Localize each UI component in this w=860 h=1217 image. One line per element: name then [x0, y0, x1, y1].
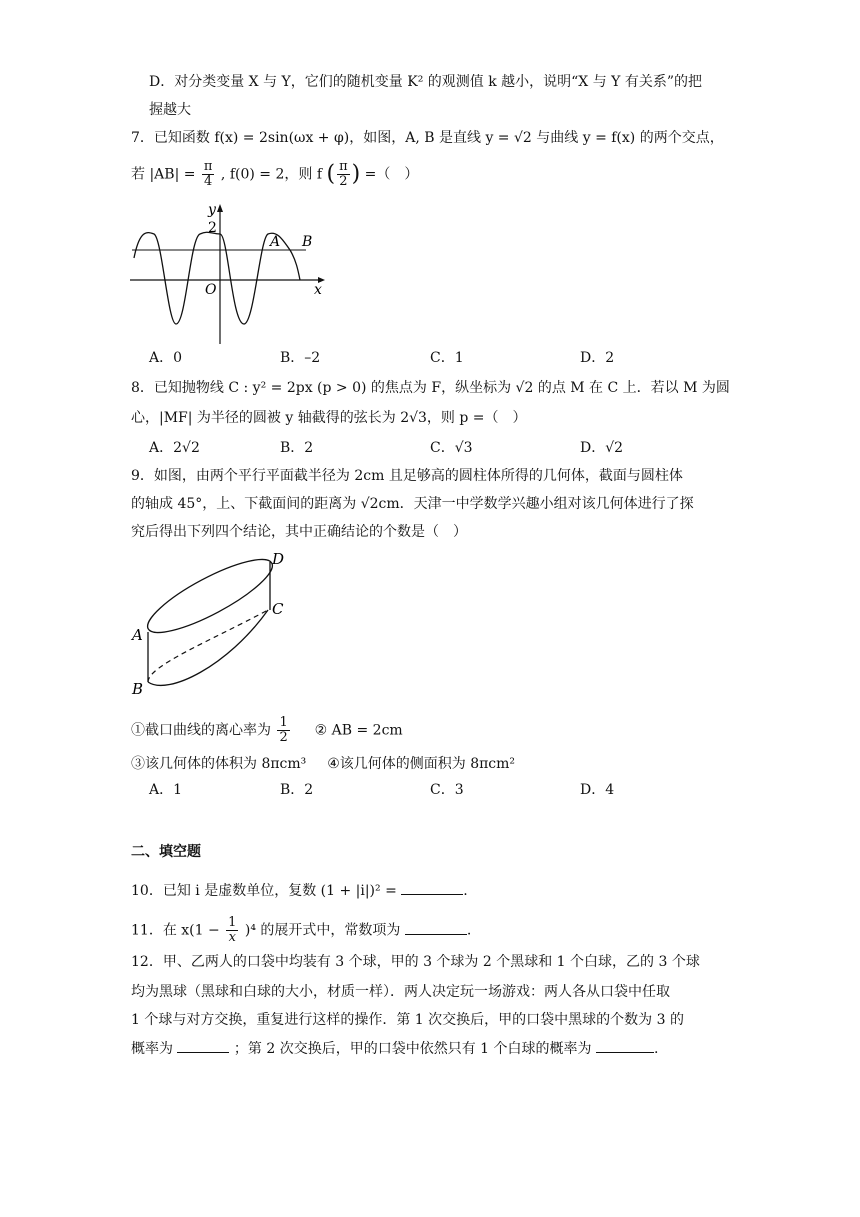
q11-den: x [228, 930, 236, 945]
q6-option-d-line1: D．对分类变量 X 与 Y，它们的随机变量 K² 的观测值 k 越小，说明“X 与 Y 有关系”的把 [149, 74, 703, 90]
q7-option-d[interactable]: D．2 [580, 350, 615, 366]
q7-ab-fraction [202, 160, 215, 189]
q9-conclusion-3: ③该几何体的体积为 8πcm³ [131, 756, 307, 772]
q8-stem-line1: 8．已知抛物线 C : y² = 2px (p > 0) 的焦点为 F，纵坐标为 √2 的点 M 在 C 上．若以 M 为圆 [131, 380, 730, 396]
point-b-label: B [132, 680, 144, 698]
q12-answer-blank-2[interactable] [596, 1038, 654, 1053]
q12-text-b: ；第 2 次交换后，甲的口袋中依然只有 1 个白球的概率为 [233, 1041, 592, 1057]
y-label: y [208, 202, 216, 218]
q7-arg-num: π [339, 159, 348, 174]
q9-conclusions-row2 [131, 754, 515, 774]
q7-option-c[interactable]: C．1 [430, 350, 464, 366]
point-c-label: C [272, 600, 284, 618]
bottom-section-curve [148, 610, 268, 685]
q12-line3: 1 个球与对方交换，重复进行这样的操作．第 1 次交换后，甲的口袋中黑球的个数为 3 的 [131, 1012, 684, 1028]
q9-c1-num: 1 [279, 715, 288, 730]
q7-ab-den: 4 [204, 174, 213, 189]
tick-2-label: 2 [208, 220, 217, 236]
point-a-label: A [270, 234, 281, 250]
q12-text-a: 概率为 [131, 1041, 173, 1057]
q9-cylinder-figure [128, 546, 298, 696]
q6-option-d-line2: 握越大 [149, 102, 191, 118]
q7-arg-den: 2 [339, 174, 348, 189]
q9-conclusion-4: ④该几何体的侧面积为 8πcm² [327, 756, 516, 772]
y-axis-arrow-icon [217, 204, 223, 212]
q7-ask-text: =（ ） [364, 166, 419, 183]
q7-ab-text: 若 |AB| = [131, 166, 196, 183]
q8-option-d[interactable]: D．√2 [580, 440, 624, 456]
q9-option-b[interactable]: B．2 [280, 782, 314, 798]
q9-option-a[interactable]: A．1 [149, 782, 183, 798]
q7-sine-graph [128, 198, 328, 346]
q7-stem-line2: 若 |AB| = $\frac{\pi}{4}$ , f(0) = 2，则 f ( $\frac{\pi}{2}$ ) =（ ） [131, 159, 419, 189]
q11-line [131, 916, 471, 945]
q9-c1-den: 2 [279, 730, 288, 745]
q7-option-b[interactable]: B．–2 [280, 350, 321, 366]
q11-fraction [226, 916, 238, 945]
point-d-label: D [272, 550, 285, 568]
q11-text-a: 11．在 x(1 − [131, 922, 220, 939]
q9-stem-line3: 究后得出下列四个结论，其中正确结论的个数是（ ） [131, 524, 467, 540]
q8-stem-line2: 心，|MF| 为半径的圆被 y 轴截得的弦长为 2√3，则 p =（ ） [131, 410, 527, 426]
point-b-label: B [302, 234, 313, 250]
q12-end: . [653, 1041, 659, 1057]
q8-option-c[interactable]: C．√3 [430, 440, 473, 456]
q12-line4 [131, 1038, 658, 1059]
q8-option-a[interactable]: A．2√2 [149, 440, 200, 456]
q10-line [131, 880, 468, 901]
q12-line1: 12．甲、乙两人的口袋中均装有 3 个球，甲的 3 个球为 2 个黑球和 1 个白球，乙的 3 个球 [131, 954, 700, 970]
q8-option-b[interactable]: B．2 [280, 440, 314, 456]
q10-end: . [463, 883, 468, 899]
q10-answer-blank[interactable] [401, 880, 463, 895]
x-label: x [314, 282, 322, 298]
q10-text: 10．已知 i 是虚数单位，复数 (1 + |i|)² = [131, 883, 397, 899]
q9-option-c[interactable]: C．3 [430, 782, 464, 798]
q7-arg-fraction [337, 160, 350, 189]
section-heading-fill-in: 二、填空题 [131, 844, 201, 860]
q9-stem-line2: 的轴成 45°，上、下截面间的距离为 √2cm．天津一中学数学兴趣小组对该几何体进行了探 [131, 496, 694, 512]
q7-option-a[interactable]: A．0 [149, 350, 183, 366]
q9-stem-line1: 9．如图，由两个平行平面截半径为 2cm 且足够高的圆柱体所得的几何体，截面与圆柱体 [131, 468, 683, 484]
q12-answer-blank-1[interactable] [177, 1038, 229, 1053]
q11-answer-blank[interactable] [405, 920, 467, 935]
q9-conclusion-1: ①截口曲线的离心率为 [131, 722, 271, 739]
point-a-label: A [132, 626, 143, 644]
q9-conclusions-row1 [131, 716, 403, 745]
top-section-ellipse [140, 547, 281, 645]
q9-option-d[interactable]: D．4 [580, 782, 615, 798]
q7-stem-line1: 7．已知函数 f(x) = 2sin(ωx + φ)，如图，A, B 是直线 y = √2 与曲线 y = f(x) 的两个交点， [131, 130, 724, 146]
q7-ab-num: π [203, 159, 213, 174]
q11-num: 1 [228, 915, 237, 930]
q7-f0-text: , f(0) = 2，则 f [220, 166, 323, 183]
hidden-edge [148, 610, 268, 682]
q9-conclusion-2: ② AB = 2cm [314, 722, 403, 739]
q12-line2: 均为黑球（黑球和白球的大小，材质一样）．两人决定玩一场游戏：两人各从口袋中任取 [131, 984, 670, 1000]
q11-text-b: )⁴ 的展开式中，常数项为 [244, 922, 401, 939]
q9-c1-fraction [277, 716, 289, 745]
origin-label: O [205, 282, 217, 298]
q11-end: . [466, 922, 472, 939]
